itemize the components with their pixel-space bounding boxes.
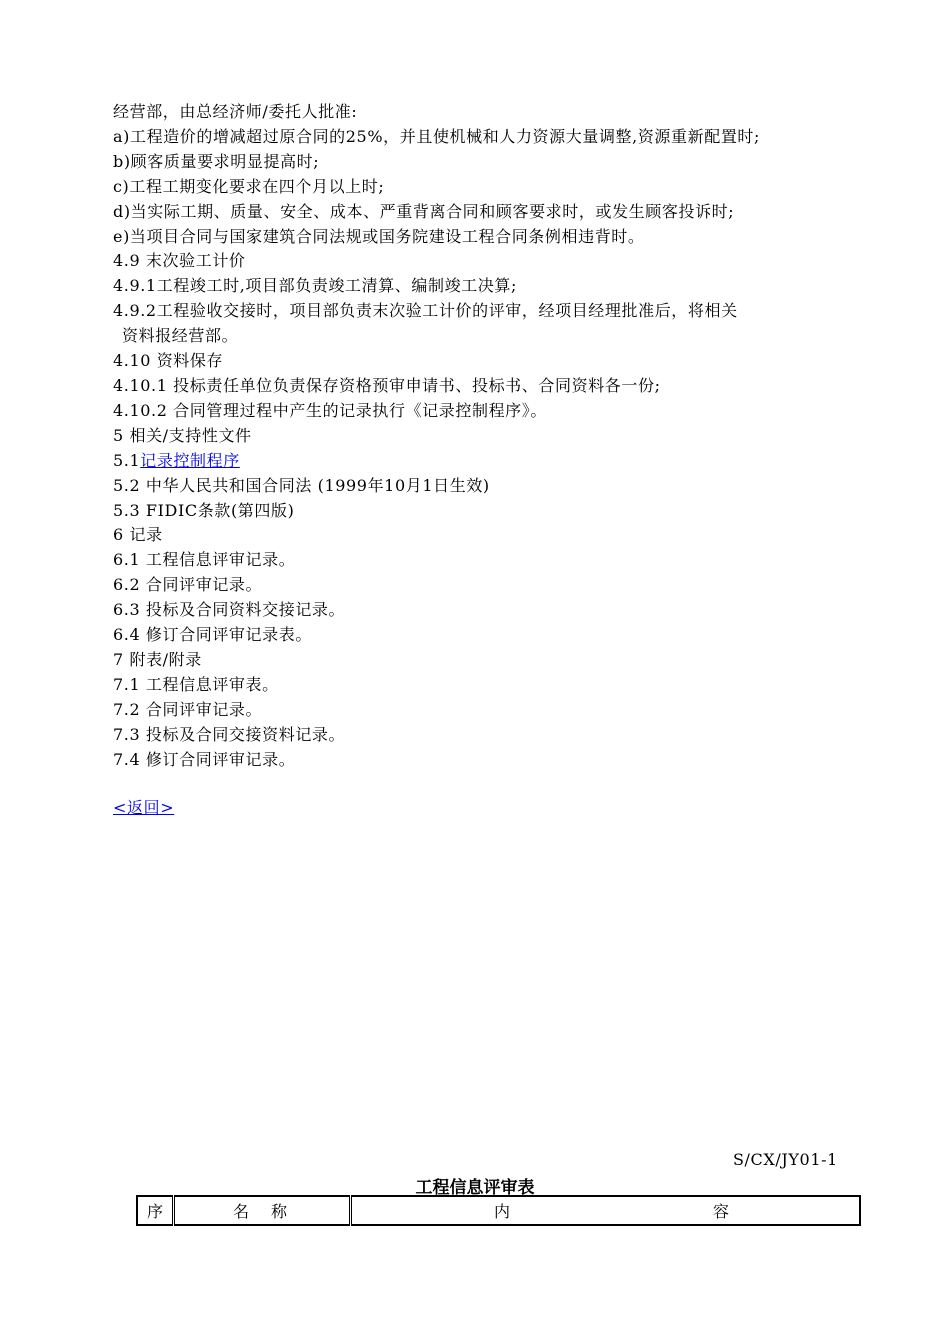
- text-line: c)工程工期变化要求在四个月以上时;: [113, 176, 385, 196]
- header-content-char-2: 容: [712, 1202, 729, 1221]
- text-line: 4.9.1工程竣工时,项目部负责竣工清算、编制竣工决算;: [113, 276, 517, 296]
- section-heading: 5 相关/支持性文件: [113, 425, 252, 445]
- section-heading: 4.9 末次验工计价: [113, 251, 246, 271]
- text-line: 6.4 修订合同评审记录表。: [113, 625, 312, 645]
- header-content-char-1: 内: [494, 1202, 511, 1221]
- text-line: 6.3 投标及合同资料交接记录。: [113, 600, 346, 620]
- text-line: 5.3 FIDIC条款(第四版): [113, 500, 295, 520]
- text-line: a)工程造价的增减超过原合同的25%，并且使机械和人力资源大量调整,资源重新配置时;: [113, 126, 761, 146]
- text-line: 4.10.1 投标责任单位负责保存资格预审申请书、投标书、合同资料各一份;: [113, 375, 661, 395]
- section-heading: 7 附表/附录: [113, 649, 202, 669]
- spacer: [113, 772, 848, 796]
- document-code: S/CX/JY01-1: [733, 1150, 838, 1169]
- text-line: d)当实际工期、质量、安全、成本、严重背离合同和顾客要求时，或发生顾客投诉时;: [113, 201, 735, 221]
- item-number: 5.1: [113, 450, 141, 470]
- text-line: [113, 449, 848, 474]
- text-line: e)当项目合同与国家建筑合同法规或国务院建设工程合同条例相违背时。: [113, 226, 645, 246]
- text-line: 资料报经营部。: [122, 326, 239, 346]
- text-line: 7.4 修订合同评审记录。: [113, 749, 296, 769]
- section-heading: 6 记录: [113, 525, 163, 545]
- back-link[interactable]: <返回>: [113, 798, 175, 818]
- text-line: 5.2 中华人民共和国合同法 (1999年10月1日生效): [113, 475, 490, 495]
- text-line: 7.2 合同评审记录。: [113, 699, 263, 719]
- table-header-row: [137, 1196, 860, 1225]
- header-name-char-1: 名: [233, 1202, 250, 1221]
- text-line: 4.9.2工程验收交接时，项目部负责末次验工计价的评审，经项目经理批准后，将相关: [113, 301, 738, 321]
- text-line: 6.1 工程信息评审记录。: [113, 550, 296, 570]
- text-line: 4.10.2 合同管理过程中产生的记录执行《记录控制程序》。: [113, 400, 547, 420]
- review-form-table: [136, 1195, 861, 1226]
- back-link-row: [113, 796, 848, 821]
- header-content: [351, 1196, 861, 1225]
- record-control-procedure-link[interactable]: 记录控制程序: [140, 450, 240, 470]
- text-line: 经营部，由总经济师/委托人批准:: [113, 102, 358, 121]
- header-name-char-2: 称: [270, 1202, 287, 1221]
- document-body: [113, 100, 848, 821]
- header-name: [174, 1196, 351, 1225]
- text-line: 7.3 投标及合同交接资料记录。: [113, 724, 346, 744]
- text-line: 6.2 合同评审记录。: [113, 575, 263, 595]
- text-line: b)顾客质量要求明显提高时;: [113, 151, 320, 171]
- header-seq: 序: [137, 1196, 174, 1225]
- section-heading: 4.10 资料保存: [113, 351, 224, 371]
- form-title: 工程信息评审表: [415, 1178, 535, 1198]
- text-line: 7.1 工程信息评审表。: [113, 674, 279, 694]
